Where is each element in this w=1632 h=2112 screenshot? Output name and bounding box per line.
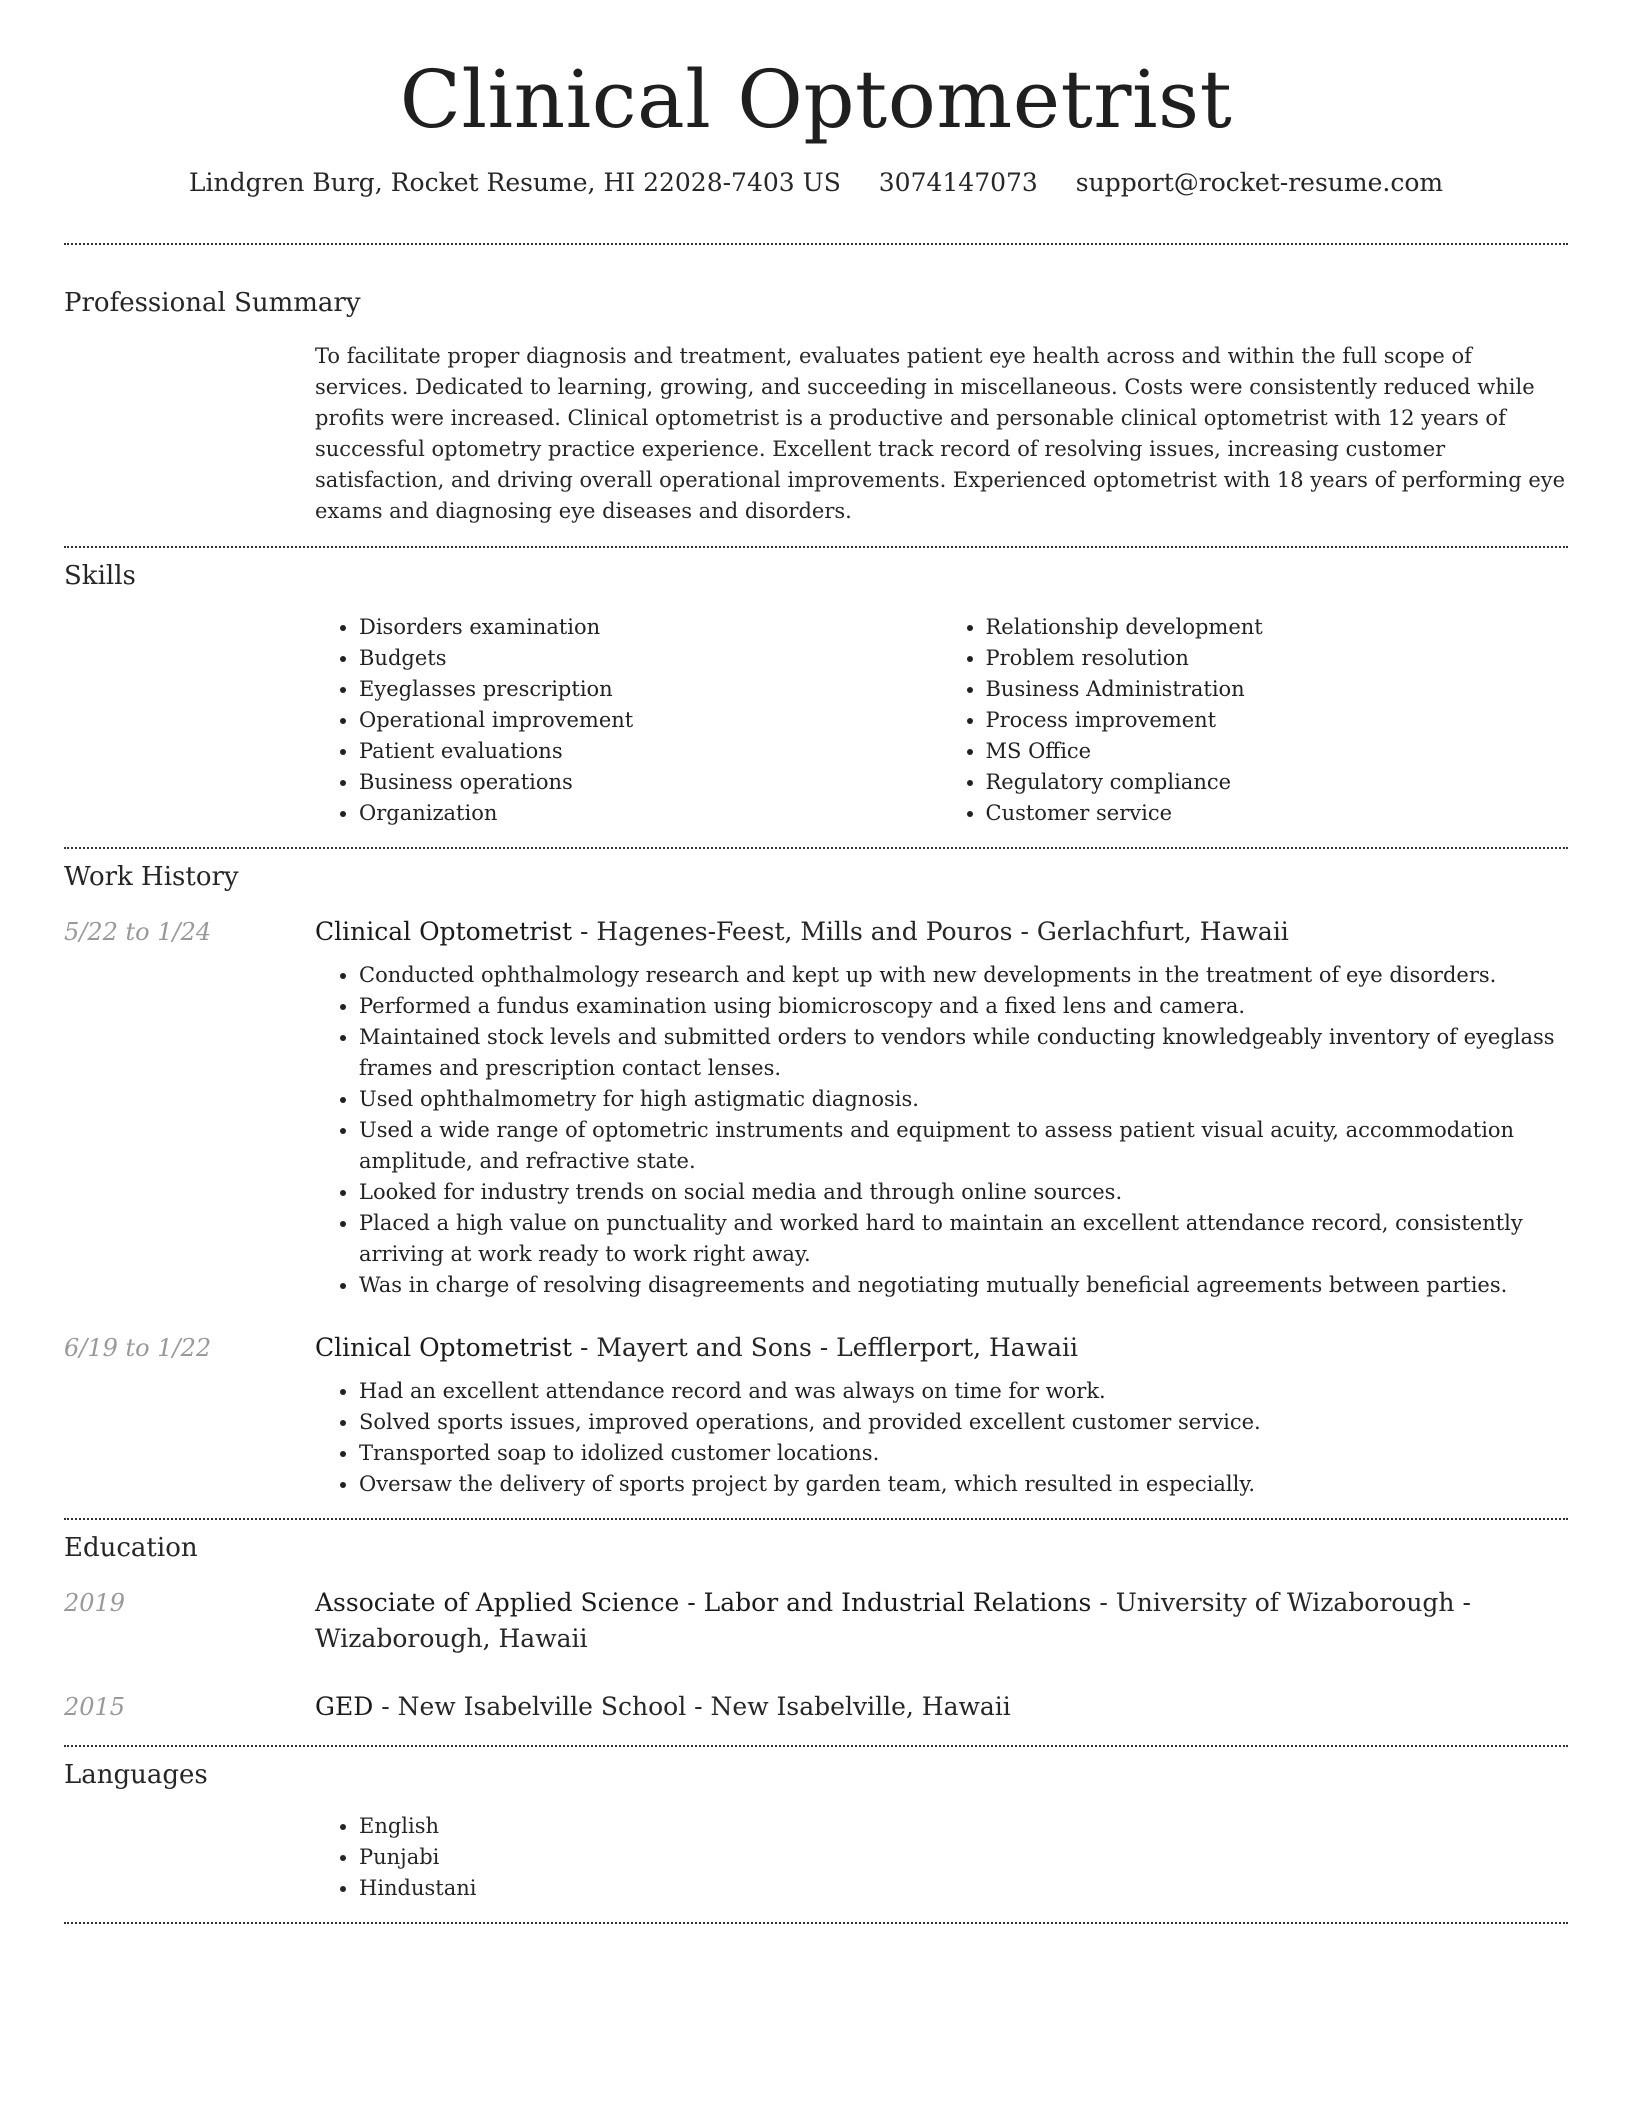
section-title-languages: Languages (64, 1760, 208, 1790)
job-body (315, 1330, 1568, 1500)
skill-item: • Disorders examination (359, 612, 942, 643)
language-item: • Punjabi (359, 1842, 1568, 1873)
skill-item: • Relationship development (986, 612, 1569, 643)
skill-item: • Business Administration (986, 674, 1569, 705)
job-title-line (315, 914, 1568, 950)
job-bullet: • Oversaw the delivery of sports project by garden team, which resulted in especially. (359, 1469, 1568, 1500)
section-title-education: Education (64, 1533, 198, 1563)
contact-phone: 3074147073 (878, 168, 1038, 197)
skills-columns (315, 612, 1568, 829)
skill-item: • Process improvement (986, 705, 1569, 736)
education-degree: GED (315, 1692, 374, 1721)
job-role: Clinical Optometrist (315, 1333, 573, 1362)
contact-address: Lindgren Burg, Rocket Resume, HI 22028-7403 US (188, 168, 841, 197)
education-body (315, 1585, 1568, 1657)
languages-content (315, 1811, 1568, 1904)
skill-item: • Eyeglasses prescription (359, 674, 942, 705)
job-bullet: • Used a wide range of optometric instruments and equipment to assess patient visual acuity, accommodation amplitude, and refractive state. (359, 1115, 1568, 1177)
job-bullets (315, 960, 1568, 1301)
job-entry (64, 914, 1568, 1301)
work-history-section (64, 849, 1568, 1500)
skill-item: • Problem resolution (986, 643, 1569, 674)
section-divider (64, 1922, 1568, 1924)
skill-item: • Business operations (359, 767, 942, 798)
summary-text: To facilitate proper diagnosis and treatment, evaluates patient eye health across and within the full scope of services. Dedicated to learning, growing, and succeeding in miscellaneous. Costs were consistently reduced while profits were increased. Clinical optometrist is a productive and personable clinical optometrist with 12 years of successful optometry practice experience. Excellent track record of resolving issues, increasing customer satisfaction, and driving overall operational improvements. Experienced optometrist with 18 years of performing eye exams and diagnosing eye diseases and disorders. (315, 344, 1566, 523)
job-bullet: • Transported soap to idolized customer locations. (359, 1438, 1568, 1469)
job-entry (64, 1330, 1568, 1500)
contact-email: support@rocket-resume.com (1075, 168, 1444, 197)
education-body (315, 1689, 1568, 1725)
section-title-summary: Professional Summary (64, 288, 361, 318)
section-title-skills: Skills (64, 561, 136, 591)
skills-list-left (315, 612, 942, 829)
education-section (64, 1520, 1568, 1725)
job-employer: - Mayert and Sons - Lefflerport, Hawaii (572, 1333, 1078, 1362)
skills-list-right (942, 612, 1569, 829)
job-bullet: • Had an excellent attendance record and was always on time for work. (359, 1376, 1568, 1407)
skill-item: • Customer service (986, 798, 1569, 829)
languages-section (64, 1747, 1568, 1904)
skill-item: • Patient evaluations (359, 736, 942, 767)
education-entry (64, 1689, 1568, 1725)
education-entry (64, 1585, 1568, 1657)
skill-item: • Regulatory compliance (986, 767, 1569, 798)
language-item: • Hindustani (359, 1873, 1568, 1904)
job-bullets (315, 1376, 1568, 1500)
job-bullet: • Was in charge of resolving disagreements and negotiating mutually beneficial agreements between parties. (359, 1270, 1568, 1301)
resume-page (64, 0, 1568, 1924)
job-dates: 5/22 to 1/24 (64, 918, 212, 946)
job-bullet: • Conducted ophthalmology research and kept up with new developments in the treatment of eye disorders. (359, 960, 1568, 991)
contact-line (64, 166, 1568, 200)
education-degree: Associate of Applied Science - Labor and Industrial Relations (315, 1588, 1092, 1617)
job-employer: - Hagenes-Feest, Mills and Pouros - Gerlachfurt, Hawaii (572, 917, 1289, 946)
job-dates: 6/19 to 1/22 (64, 1334, 212, 1362)
job-bullet: • Maintained stock levels and submitted orders to vendors while conducting knowledgeably inventory of eyeglass frames and prescription contact lenses. (359, 1022, 1568, 1084)
education-school: - University of Wizaborough - Wizaborough, Hawaii (315, 1588, 1471, 1653)
job-bullet: • Looked for industry trends on social media and through online sources. (359, 1177, 1568, 1208)
job-bullet: • Placed a high value on punctuality and worked hard to maintain an excellent attendance record, consistently arriving at work ready to work right away. (359, 1208, 1568, 1270)
summary-section (64, 245, 1568, 527)
skill-item: • MS Office (986, 736, 1569, 767)
job-title-line (315, 1330, 1568, 1366)
section-title-work: Work History (64, 862, 239, 892)
job-bullet: • Used ophthalmometry for high astigmatic diagnosis. (359, 1084, 1568, 1115)
language-item: • English (359, 1811, 1568, 1842)
job-body (315, 914, 1568, 1301)
skill-item: • Organization (359, 798, 942, 829)
job-role: Clinical Optometrist (315, 917, 573, 946)
skill-item: • Operational improvement (359, 705, 942, 736)
languages-list (315, 1811, 1568, 1904)
education-title-line (315, 1585, 1568, 1657)
skill-item: • Budgets (359, 643, 942, 674)
job-bullet: • Performed a fundus examination using biomicroscopy and a fixed lens and camera. (359, 991, 1568, 1022)
job-bullet: • Solved sports issues, improved operations, and provided excellent customer service. (359, 1407, 1568, 1438)
education-title-line (315, 1689, 1568, 1725)
education-school: - New Isabelville School - New Isabelville, Hawaii (373, 1692, 1011, 1721)
education-year: 2019 (64, 1589, 126, 1617)
candidate-name: Clinical Optometrist (399, 53, 1233, 146)
education-year: 2015 (64, 1693, 126, 1721)
skills-section (64, 548, 1568, 829)
